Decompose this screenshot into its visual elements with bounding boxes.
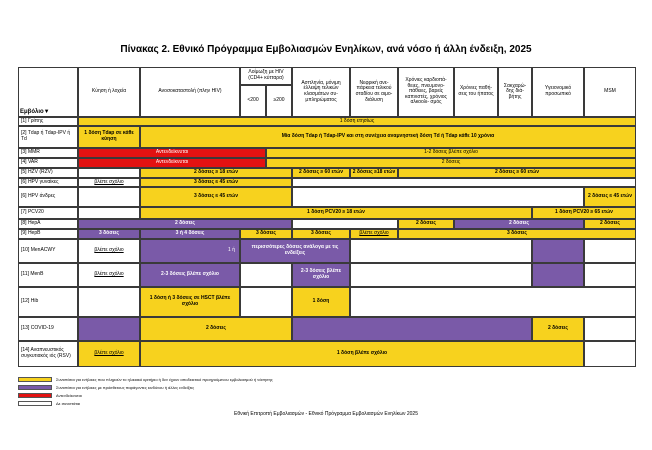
cell-tdap-rest: Μία δόση Tdap ή Tdap-IPV και στη συνέχεια αναμνηστική δόση Td ή Tdap κάθε 10 χρόνια — [140, 126, 636, 148]
cell-hib-immuno: 1 δόση ή 3 δόσεις σε HSCT βλέπε σχόλιο — [140, 287, 240, 317]
cell-menb-msm — [584, 263, 636, 287]
legend-swatch-red — [18, 393, 52, 398]
cell-covid-immuno: 2 δόσεις — [140, 317, 292, 341]
legend-text-yellow: Συνιστάται για ενήλικες που πληρούν το ηλικιακό κριτήριο ή δεν έχουν αποδεικτικό προηγούμενου εμβολιασμού ή νόσησης — [56, 377, 273, 382]
row-label-pcv20: [7] PCV20 — [18, 207, 78, 219]
legend-text-red: Αντενδείκνυται — [56, 393, 82, 398]
legend-swatch-white — [18, 401, 52, 406]
row-label-rsv: [14] Αναπνευστικός συγκυτιακός ιός (RSV) — [18, 341, 78, 367]
header-pregnancy: Κύηση ή λοχεία — [78, 67, 140, 117]
cell-hzv-asplenia: 2 δόσεις ≥ 60 ετών — [292, 168, 350, 178]
cell-menacwy-pregnancy: βλέπε σχόλιο — [78, 239, 140, 263]
cell-covid-msm — [584, 317, 636, 341]
cell-menacwy-health — [532, 239, 584, 263]
legend-swatch-yellow — [18, 377, 52, 382]
row-label-menacwy: [10] MenACWY — [18, 239, 78, 263]
cell-menacwy-immuno: 1 ή — [140, 239, 240, 263]
cell-menb-hiv — [240, 263, 292, 287]
cell-hepb-2: 3 ή 4 δόσεις — [140, 229, 240, 239]
header-msm: MSM — [584, 67, 636, 117]
cell-menacwy-msm — [584, 239, 636, 263]
cell-hpvm-immuno: 3 δόσεις ≤ 45 ετών — [140, 187, 292, 207]
cell-menb-pregnancy: βλέπε σχόλιο — [78, 263, 140, 287]
cell-menacwy-gap — [350, 239, 532, 263]
row-label-hzv: [5] HZV (RZV) — [18, 168, 78, 178]
cell-hepb-1: 3 δόσεις — [78, 229, 140, 239]
cell-hepb-4: 3 δόσεις — [292, 229, 350, 239]
header-renal: Νεφρική ανε- πάρκεια τελικού σταδίου σε αιμο- διάλυση — [350, 67, 398, 117]
row-label-hpv-men: [6] HPV άνδρες — [18, 187, 78, 207]
cell-tdap-pregnancy: 1 δόση Tdap σε κάθε κύηση — [78, 126, 140, 148]
footer: Εθνική Επιτροπή Εμβολιασμών - Εθνικό Πρόγραμμα Εμβολιασμών Ενηλίκων 2025 — [233, 411, 418, 417]
cell-hpvm-mid — [292, 187, 584, 207]
cell-hib-asplenia: 1 δόση — [292, 287, 350, 317]
cell-hpvw-pregnancy: βλέπε σχόλιο — [78, 178, 140, 187]
cell-hpvw-rest — [292, 178, 636, 187]
legend-text-white: Δε συνιστάται — [56, 401, 81, 406]
row-label-covid: [13] COVID-19 — [18, 317, 78, 341]
cell-pcv-main: 1 δόση PCV20 ≥ 18 ετών — [140, 207, 532, 219]
cell-hpvm-pregnancy — [78, 187, 140, 207]
row-label-flu: [1] Γρίπης — [18, 117, 78, 126]
cell-hepa-1: 2 δόσεις — [78, 219, 292, 229]
cell-hepb-3: 3 δόσεις — [240, 229, 292, 239]
row-label-hepb: [9] HepB — [18, 229, 78, 239]
legend-swatch-purple — [18, 385, 52, 390]
cell-covid-health: 2 δόσεις — [532, 317, 584, 341]
row-label-hpv-women: [6] HPV γυναίκες — [18, 178, 78, 187]
header-asplenia: Ασπληνία, μόνιμη έλλειψη τελικών κλασμάτων συ- μπληρώματος — [292, 67, 350, 117]
cell-var-contra: Αντενδείκνυται — [78, 158, 266, 168]
header-health: Υγειονομικό προσωπικό — [532, 67, 584, 117]
header-vaccine: Εμβόλιο▼ — [18, 67, 78, 117]
header-diabetes: Σακχαρώ- δης διά- βήτης — [498, 67, 532, 117]
header-hiv-lt200: <200 — [240, 85, 266, 117]
cell-hzv-immuno: 2 δόσεις ≥ 18 ετών — [140, 168, 292, 178]
cell-hib-hiv — [240, 287, 292, 317]
row-label-menb: [11] MenB — [18, 263, 78, 287]
cell-flu: 1 δόση ετησίως — [78, 117, 636, 126]
cell-covid-mid — [292, 317, 532, 341]
cell-rsv-msm — [584, 341, 636, 367]
cell-hib-pregnancy — [78, 287, 140, 317]
cell-hepb-5: βλέπε σχόλιο — [350, 229, 398, 239]
cell-hepa-4: 2 δόσεις — [584, 219, 636, 229]
cell-hepa-3: 2 δόσεις — [454, 219, 584, 229]
cell-hzv-renal: 2 δόσεις ≥18 ετών — [350, 168, 398, 178]
cell-rsv-pregnancy: βλέπε σχόλιο — [78, 341, 140, 367]
cell-pcv-pregnancy — [78, 207, 140, 219]
row-label-mmr: [3] MMR — [18, 148, 78, 158]
vaccination-table — [18, 67, 636, 367]
row-label-hepa: [8] HepA — [18, 219, 78, 229]
cell-hib-rest — [350, 287, 636, 317]
page-title: Πίνακας 2. Εθνικό Πρόγραμμα Εμβολιασμών Ενηλίκων, ανά νόσο ή άλλη ένδειξη, 2025 — [120, 44, 532, 55]
cell-hepa-gap1 — [292, 219, 398, 229]
row-label-tdap: [2] Tdap ή Tdap-IPV ή Td — [18, 126, 78, 148]
cell-hzv-rest: 2 δόσεις ≥ 60 ετών — [398, 168, 636, 178]
row-label-var: [4] VAR — [18, 158, 78, 168]
cell-mmr-rest: 1-2 δόσεις βλέπε σχόλιο — [266, 148, 636, 158]
cell-hepb-6: 3 δόσεις — [398, 229, 636, 239]
cell-var-rest: 2 δόσεις — [266, 158, 636, 168]
cell-hepa-2: 2 δόσεις — [398, 219, 454, 229]
cell-hpvm-msm: 2 δόσεις ≤ 45 ετών — [584, 187, 636, 207]
header-liver: Χρόνιες παθή- σεις του ήπατος — [454, 67, 498, 117]
cell-hzv-pregnancy — [78, 168, 140, 178]
cell-menacwy-asplenia: περισσότερες δόσεις ανάλογα με τις ενδείξεις — [240, 239, 350, 263]
cell-hpvw-immuno: 3 δόσεις ≤ 45 ετών — [140, 178, 292, 187]
cell-pcv-health: 1 δόση PCV20 ≥ 65 ετών — [532, 207, 636, 219]
cell-menb-immuno: 2-3 δόσεις βλέπε σχόλιο — [140, 263, 240, 287]
cell-menb-gap — [350, 263, 532, 287]
cell-covid-pregnancy — [78, 317, 140, 341]
header-hiv: Λοίμωξη με HIV (CD4+ κύτταρα) — [240, 67, 292, 85]
row-label-hib: [12] Hib — [18, 287, 78, 317]
header-hiv-ge200: ≥200 — [266, 85, 292, 117]
cell-mmr-contra: Αντενδείκνυται — [78, 148, 266, 158]
cell-menb-asplenia: 2-3 δόσεις βλέπε σχόλιο — [292, 263, 350, 287]
cell-rsv-rest: 1 δόση βλέπε σχόλιο — [140, 341, 584, 367]
cell-menb-health — [532, 263, 584, 287]
legend-text-purple: Συνιστάται για ενήλικες με πρόσθετους παράγοντες κινδύνου ή άλλες ενδείξεις — [56, 385, 195, 390]
header-immuno: Ανοσοκαταστολή (πλην HIV) — [140, 67, 240, 117]
header-chronic: Χρόνιες καρδιοπά- θειες, πνευμονο- πάθειες, βαρείς καπνιστές, χρόνιος αλκοολι- σμός — [398, 67, 454, 117]
